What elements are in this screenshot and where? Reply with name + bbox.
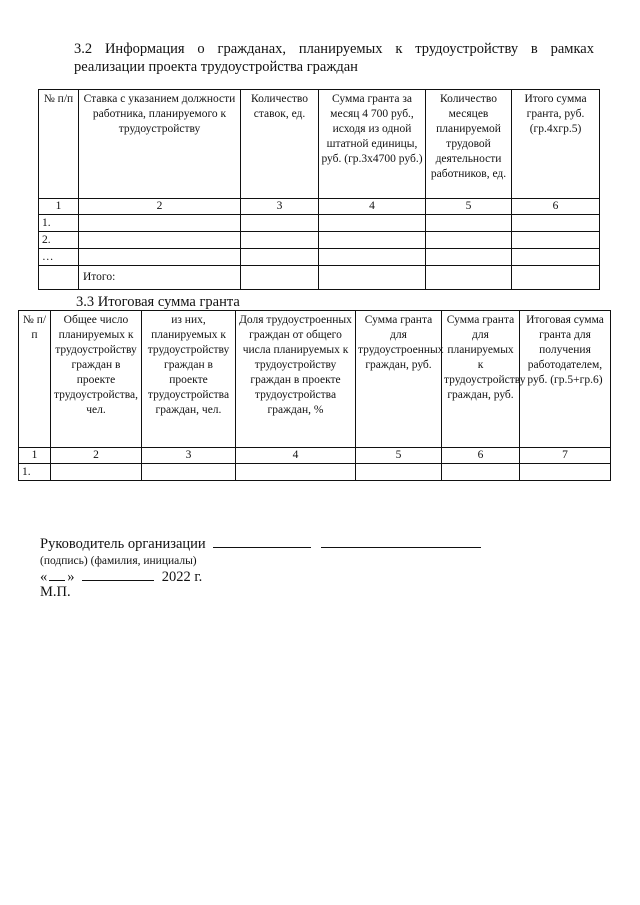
citizens-employment-table xyxy=(38,89,600,290)
col-header-grant-planned: Сумма гранта для планируемых к трудоустройству граждан, руб. xyxy=(442,311,520,448)
col-header-rate-count: Количество ставок, ед. xyxy=(241,90,319,199)
column-number: 3 xyxy=(241,199,319,215)
row-number: 1. xyxy=(19,464,51,481)
row-number: … xyxy=(39,249,79,266)
column-number: 4 xyxy=(319,199,426,215)
signature-blank[interactable] xyxy=(213,535,311,548)
signature-line xyxy=(40,535,481,553)
column-numbers-row xyxy=(19,448,611,464)
stamp-place: М.П. xyxy=(40,584,71,600)
col-header-months: Количество месяцев планируемой трудовой деятельности работников, ед. xyxy=(426,90,512,199)
total-label: Итого: xyxy=(79,266,241,290)
table-header-row xyxy=(19,311,611,448)
col-header-grant-employed: Сумма гранта для трудоустроенных граждан, руб. xyxy=(356,311,442,448)
column-number: 4 xyxy=(236,448,356,464)
column-number: 3 xyxy=(142,448,236,464)
col-header-number: № п/п xyxy=(39,90,79,199)
col-header-of-them: из них, планируемых к трудоустройству граждан в проекте трудоустройства граждан, чел. xyxy=(142,311,236,448)
table-row xyxy=(39,232,600,249)
name-initials-blank[interactable] xyxy=(321,535,481,548)
section-3-3-title: 3.3 Итоговая сумма гранта xyxy=(76,294,240,310)
column-number: 1 xyxy=(39,199,79,215)
row-number: 2. xyxy=(39,232,79,249)
month-blank[interactable] xyxy=(82,568,154,581)
col-header-total-grant: Итого сумма гранта, руб. (гр.4хгр.5) xyxy=(512,90,600,199)
col-header-planned-total: Общее число планируемых к трудоустройству граждан в проекте трудоустройства, чел. xyxy=(51,311,142,448)
row-number: 1. xyxy=(39,215,79,232)
column-number: 6 xyxy=(512,199,600,215)
day-blank[interactable] xyxy=(49,568,65,581)
column-number: 2 xyxy=(51,448,142,464)
date-line: « » 2022 г. xyxy=(40,569,203,585)
col-header-share: Доля трудоустроенных граждан от общего числа планируемых к трудоустройству граждан в проекте трудоустройства граждан, % xyxy=(236,311,356,448)
col-header-monthly-grant: Сумма гранта за месяц 4 700 руб., исходя из одной штатной единицы, руб. (гр.3х4700 руб.) xyxy=(319,90,426,199)
table-row xyxy=(39,215,600,232)
column-number: 5 xyxy=(356,448,442,464)
section-3-2-title: 3.2 Информация о гражданах, планируемых к трудоустройству в рамках реализации проекта трудоустройства граждан xyxy=(74,41,594,75)
column-number: 6 xyxy=(442,448,520,464)
year-text: 2022 г. xyxy=(161,569,203,585)
column-number: 5 xyxy=(426,199,512,215)
table-header-row xyxy=(39,90,600,199)
head-of-organization-label: Руководитель организации xyxy=(40,536,206,552)
total-row xyxy=(39,266,600,290)
column-number: 2 xyxy=(79,199,241,215)
table-row xyxy=(39,249,600,266)
table-row xyxy=(19,464,611,481)
col-header-final-grant: Итоговая сумма гранта для получения работодателем, руб. (гр.5+гр.6) xyxy=(520,311,611,448)
col-header-position: Ставка с указанием должности работника, планируемого к трудоустройству xyxy=(79,90,241,199)
total-grant-table xyxy=(18,310,611,481)
signature-caption: (подпись) (фамилия, инициалы) xyxy=(40,555,197,567)
column-number: 1 xyxy=(19,448,51,464)
col-header-number: № п/п xyxy=(19,311,51,448)
column-numbers-row xyxy=(39,199,600,215)
column-number: 7 xyxy=(520,448,611,464)
